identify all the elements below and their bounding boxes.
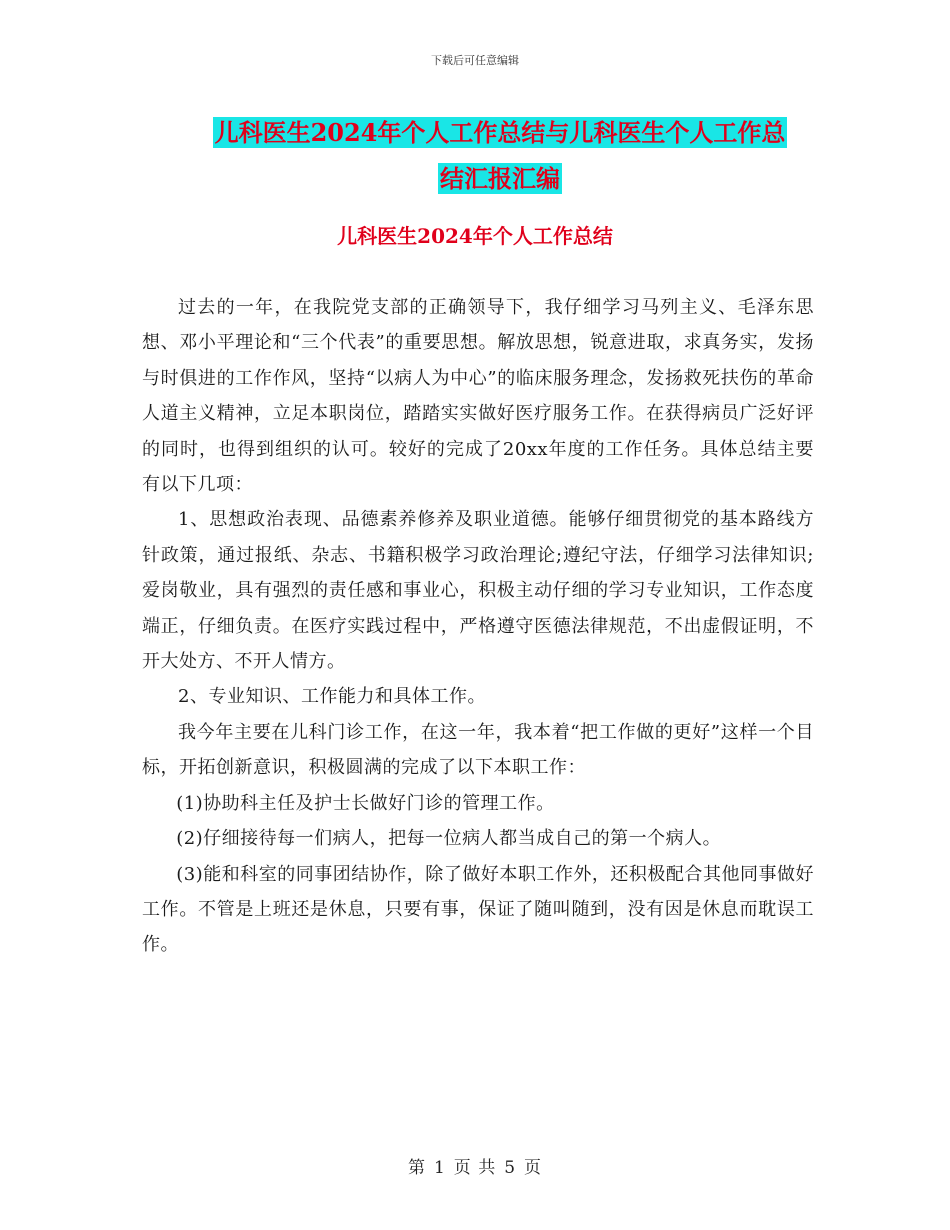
paragraph-work: 我今年主要在儿科门诊工作，在这一年，我本着“把工作做的更好”这样一个目标，开拓创新意识，积极圆满的完成了以下本职工作： — [142, 721, 814, 779]
footer-suffix: 页 — [524, 1158, 543, 1178]
document-body — [142, 290, 814, 963]
paragraph-sub-2: (2)仔细接待每一们病人，把每一位病人都当成自己的第一个病人。 — [176, 828, 722, 850]
header-note: 下载后可任意编辑 — [431, 54, 519, 67]
paragraph-sub-1: (1)协助科主任及护士长做好门诊的管理工作。 — [176, 792, 555, 814]
paragraph-item-1: 1、思想政治表现、品德素养修养及职业道德。能够仔细贯彻党的基本路线方针政策，通过报纸、杂志、书籍积极学习政治理论;遵纪守法，仔细学习法律知识;爱岗敬业，具有强烈的责任感和事业心，积极主动仔细的学习专业知识，工作态度端正，仔细负责。在医疗实践过程中，严格遵守医德法律规范，不出虚假证明，不开大处方、不开人情方。 — [142, 509, 814, 673]
document-title-line-2: 结汇报汇编 — [440, 164, 560, 193]
footer-mid: 页 共 — [453, 1158, 497, 1178]
footer-total-pages: 5 — [504, 1158, 517, 1178]
paragraph-intro: 过去的一年，在我院党支部的正确领导下，我仔细学习马列主义、毛泽东思想、邓小平理论和“三个代表”的重要思想。解放思想，锐意进取，求真务实，发扬与时俱进的工作作风，坚持“以病人为中心”的临床服务理念，发扬救死扶伤的革命人道主义精神，立足本职岗位，踏踏实实做好医疗服务工作。在获得病员广泛好评的同时，也得到组织的认可。较好的完成了20xx年度的工作任务。具体总结主要有以下几项： — [142, 297, 814, 496]
footer-prefix: 第 — [407, 1158, 426, 1178]
paragraph-sub-3: (3)能和科室的同事团结协作，除了做好本职工作外，还积极配合其他同事做好工作。不管是上班还是休息，只要有事，保证了随叫随到，没有因是休息而耽误工作。 — [142, 863, 814, 956]
section-title: 儿科医生2024年个人工作总结 — [337, 224, 613, 248]
paragraph-item-2: 2、专业知识、工作能力和具体工作。 — [178, 686, 486, 708]
document-title — [185, 110, 815, 202]
page-footer — [0, 1153, 950, 1178]
footer-page-number: 1 — [433, 1158, 446, 1178]
document-title-line-1: 儿科医生2024年个人工作总结与儿科医生个人工作总 — [214, 118, 786, 147]
